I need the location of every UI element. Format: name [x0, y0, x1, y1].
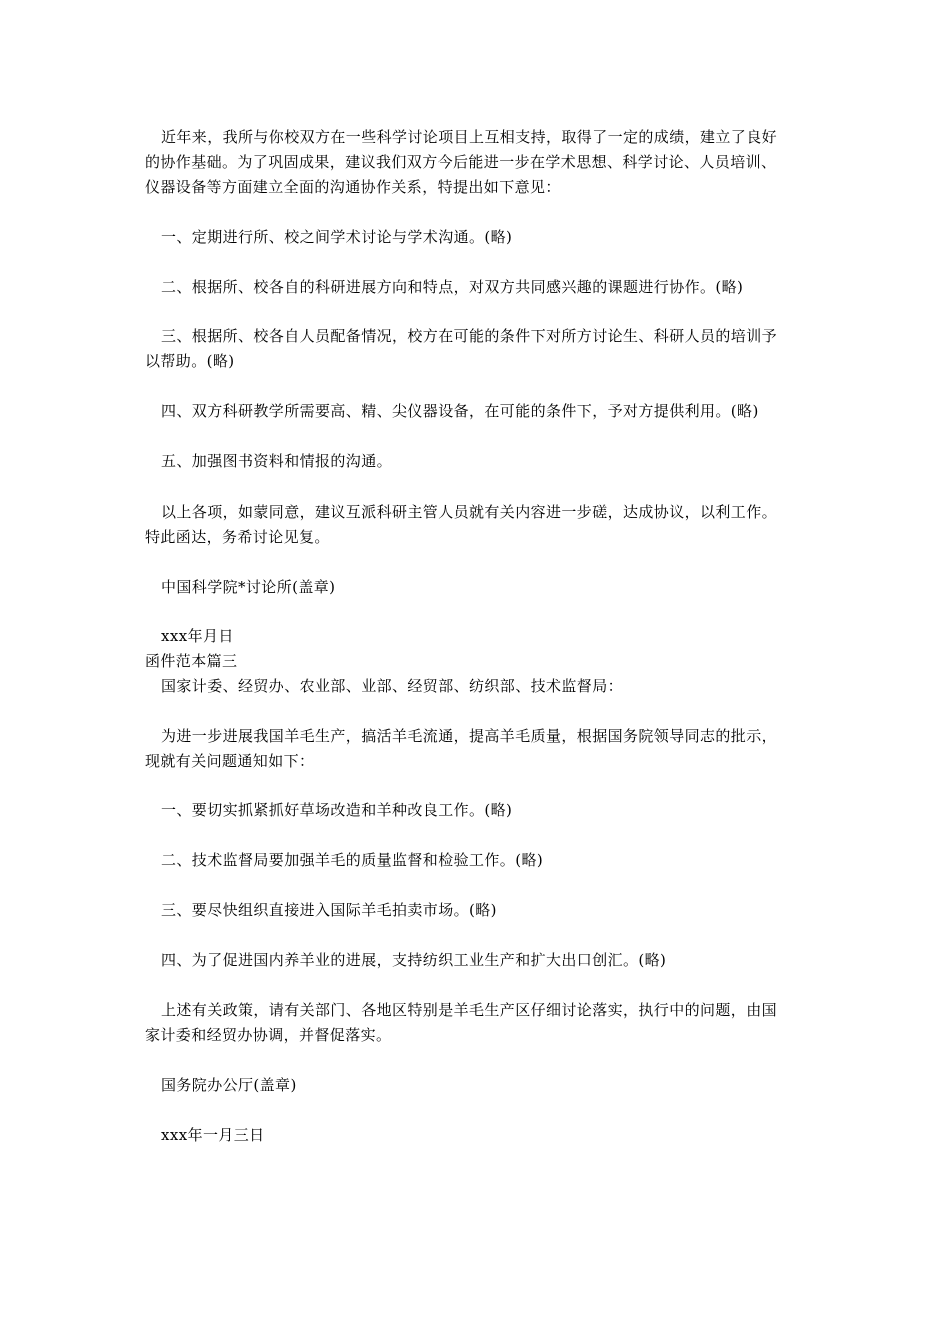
letter2-item3-line1: 三、根据所、校各自人员配备情况，校方在可能的条件下对所方讨论生、科研人员的培训予	[161, 327, 778, 345]
letter2-item2: 二、根据所、校各自的科研进展方向和特点，对双方共同感兴趣的课题进行协作。(略)	[161, 278, 744, 296]
letter2-intro-line2: 的协作基础。为了巩固成果，建议我们双方今后能进一步在学术思想、科学讨论、人员培训、	[145, 153, 777, 171]
letter3-intro-line2: 现就有关问题通知如下：	[145, 752, 315, 770]
letter2-intro-line1: 近年来，我所与你校双方在一些科学讨论项目上互相支持，取得了一定的成绩，建立了良好	[161, 128, 778, 146]
letter3-signature: 国务院办公厅(盖章)	[161, 1076, 297, 1094]
letter2-closing-line1: 以上各项，如蒙同意，建议互派科研主管人员就有关内容进一步磋，达成协议，以利工作。	[161, 503, 778, 521]
letter3-recipients: 国家计委、经贸办、农业部、业部、经贸部、纺织部、技术监督局：	[161, 677, 624, 695]
letter2-closing-line2: 特此函达，务希讨论见复。	[145, 528, 330, 546]
letter3-closing-line1: 上述有关政策，请有关部门、各地区特别是羊毛生产区仔细讨论落实，执行中的问题，由国	[161, 1001, 778, 1019]
letter2-signature: 中国科学院*讨论所(盖章)	[161, 578, 336, 596]
letter2-date: xxx年月日	[161, 627, 234, 645]
letter3-heading: 函件范本篇三	[145, 652, 238, 670]
letter3-item2: 二、技术监督局要加强羊毛的质量监督和检验工作。(略)	[161, 851, 544, 869]
letter2-item3-line2: 以帮助。(略)	[145, 352, 235, 370]
letter2-item5: 五、加强图书资料和情报的沟通。	[161, 452, 393, 470]
letter2-item1: 一、定期进行所、校之间学术讨论与学术沟通。(略)	[161, 228, 513, 246]
letter3-closing-line2: 家计委和经贸办协调，并督促落实。	[145, 1026, 392, 1044]
letter3-intro-line1: 为进一步进展我国羊毛生产，搞活羊毛流通，提高羊毛质量，根据国务院领导同志的批示，	[161, 727, 778, 745]
letter2-item4: 四、双方科研教学所需要高、精、尖仪器设备，在可能的条件下，予对方提供利用。(略)	[161, 402, 759, 420]
letter3-item1: 一、要切实抓紧抓好草场改造和羊种改良工作。(略)	[161, 801, 513, 819]
letter3-item3: 三、要尽快组织直接进入国际羊毛拍卖市场。(略)	[161, 901, 497, 919]
letter3-item4: 四、为了促进国内养羊业的进展，支持纺织工业生产和扩大出口创汇。(略)	[161, 951, 667, 969]
letter3-date: xxx年一月三日	[161, 1126, 265, 1144]
letter2-intro-line3: 仪器设备等方面建立全面的沟通协作关系，特提出如下意见：	[145, 178, 561, 196]
